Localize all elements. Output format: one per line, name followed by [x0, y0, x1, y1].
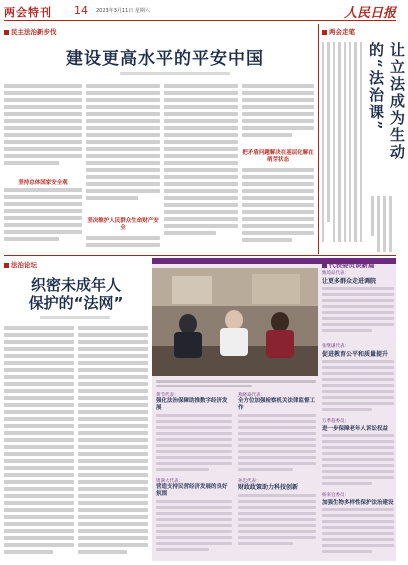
lead-body-col-4	[242, 84, 314, 146]
story-a: 黄节代表： 强化法治保障助推数字经济发展	[156, 392, 232, 474]
column-tag: 两会走笔	[322, 27, 355, 36]
lead-subhead-3: 坚决维护人民群众生命财产安全	[87, 218, 159, 231]
law-byline	[40, 316, 110, 322]
masthead-logo: 人民日报	[343, 6, 396, 21]
panel-tag: 代表委员谈新篇	[322, 260, 375, 269]
side-item-3: 万季超委员： 进一步保障老年人诉讼权益	[322, 418, 394, 488]
story-c: 周满大代表： 营造支持民营经济发展的良好氛围	[156, 478, 232, 554]
meeting-photo-image	[152, 268, 318, 376]
photo-caption	[156, 380, 316, 390]
page-number: 14	[74, 4, 88, 17]
lead-body-col-4b	[242, 168, 314, 252]
side-item-4: 杨来宜委员： 加强生物多样性保护法治建设	[322, 492, 394, 556]
lead-tag: 民主法治新步伐	[4, 27, 57, 36]
lead-body-col-3	[164, 84, 238, 252]
lead-body-col-2b	[86, 236, 160, 254]
side-item-2: 张继谦代表： 促进教育公平和质量提升	[322, 343, 394, 414]
meeting-photo	[152, 268, 318, 376]
story-b: 燕晓焱代表： 全方位加强检察机关法律监督工作	[238, 392, 316, 474]
lead-body-col-1	[4, 84, 82, 174]
issue-date: 2023年3月11日 星期六	[96, 8, 150, 14]
section-divider	[4, 255, 396, 256]
law-body-col-1	[4, 326, 74, 560]
lead-title: 建设更高水平的平安中国	[66, 49, 264, 69]
lead-byline	[120, 72, 230, 78]
law-body-col-2	[78, 326, 148, 560]
tag-square-icon	[4, 30, 9, 35]
story-d: 孙忠代表： 财政政策助力科技创新	[238, 478, 316, 548]
page-header	[4, 4, 396, 21]
column-divider	[318, 24, 319, 254]
column-title: 让立法成为生动的“法治课”	[367, 42, 406, 161]
section-name: 两会特刊	[4, 6, 52, 19]
tag-square-icon	[4, 263, 9, 268]
column-body-2	[366, 196, 392, 254]
lead-subhead-2: 把矛盾问题解决在基层化解在萌芽状态	[242, 150, 314, 163]
law-tag: 法治论坛	[4, 260, 37, 269]
lead-body-col-1b	[4, 188, 82, 252]
lead-subhead-1: 坚持总体国家安全观	[18, 180, 68, 186]
column-body	[322, 42, 362, 252]
law-title: 织密未成年人 保护的“法网”	[28, 276, 124, 312]
tag-square-icon	[322, 30, 327, 35]
lead-body-col-2	[86, 84, 160, 214]
side-item-1: 甄琦品代表： 让更多群众走进调院	[322, 270, 394, 335]
tag-square-icon	[322, 263, 327, 268]
